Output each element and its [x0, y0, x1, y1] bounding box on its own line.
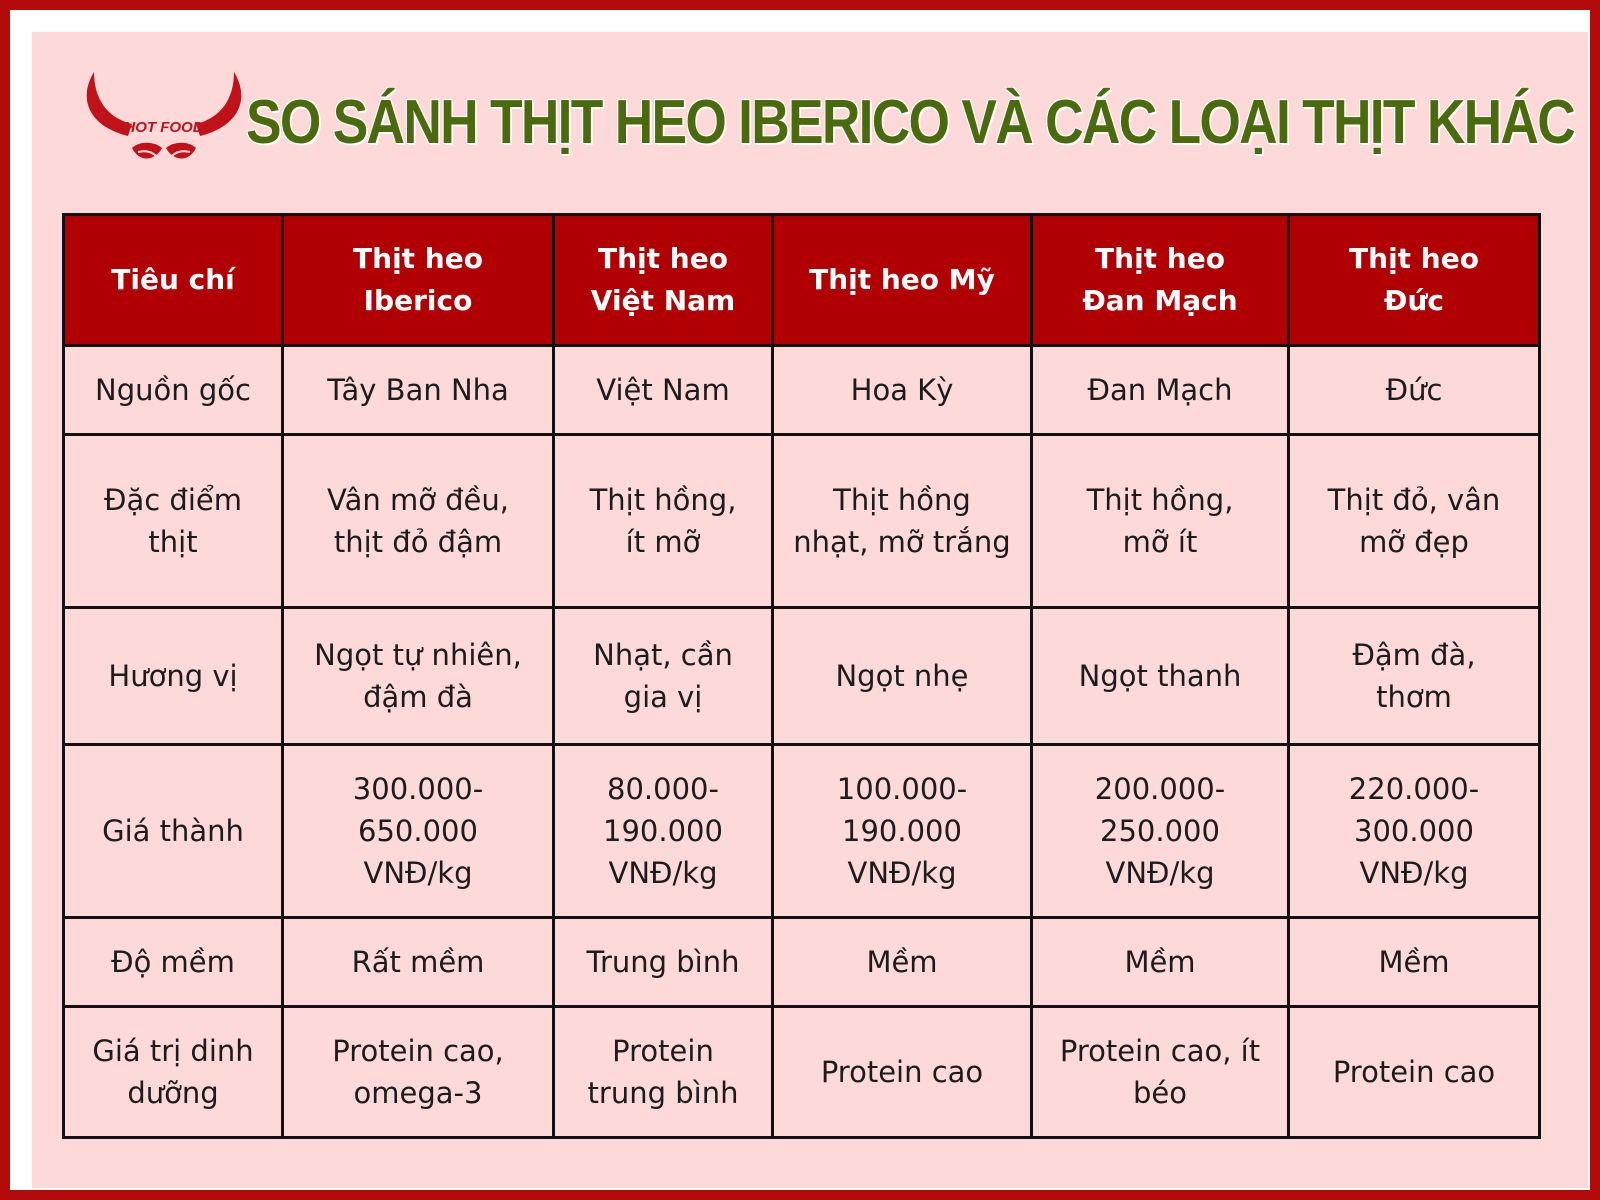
table-cell: Nhạt, cần gia vị [554, 608, 773, 745]
table-cell: Độ mềm [64, 918, 283, 1007]
table-cell: Trung bình [554, 918, 773, 1007]
header-criteria: Tiêu chí [64, 215, 283, 346]
header-iberico: Thịt heo Iberico [283, 215, 554, 346]
table-cell: Protein cao, omega-3 [283, 1007, 554, 1138]
header-usa: Thịt heo Mỹ [773, 215, 1032, 346]
table-cell: Đậm đà, thơm [1289, 608, 1540, 745]
table-cell: Ngọt nhẹ [773, 608, 1032, 745]
table-cell: Hương vị [64, 608, 283, 745]
table-cell: Nguồn gốc [64, 346, 283, 435]
table-cell: Vân mỡ đều, thịt đỏ đậm [283, 435, 554, 608]
table-cell: Rất mềm [283, 918, 554, 1007]
table-cell: Việt Nam [554, 346, 773, 435]
table-row-nutrition [64, 1007, 1540, 1138]
table-cell: Ngọt tự nhiên, đậm đà [283, 608, 554, 745]
table-row-price [64, 745, 1540, 918]
page-title: SO SÁNH THỊT HEO IBERICO VÀ CÁC LOẠI THỊT KHÁC [246, 87, 1574, 157]
header-denmark: Thịt heo Đan Mạch [1032, 215, 1289, 346]
table-cell: Mềm [1289, 918, 1540, 1007]
table-cell: Protein cao [1289, 1007, 1540, 1138]
header-germany: Thịt heo Đức [1289, 215, 1540, 346]
header-vietnam: Thịt heo Việt Nam [554, 215, 773, 346]
table-cell: Hoa Kỳ [773, 346, 1032, 435]
table-cell: Thịt hồng nhạt, mỡ trắng [773, 435, 1032, 608]
hotfood-logo [80, 68, 260, 176]
table-cell: 300.000- 650.000 VNĐ/kg [283, 745, 554, 918]
table-cell: Giá trị dinh dưỡng [64, 1007, 283, 1138]
table-cell: Đức [1289, 346, 1540, 435]
table-row-tenderness [64, 918, 1540, 1007]
table-cell: Thịt hồng, ít mỡ [554, 435, 773, 608]
table-cell: Mềm [1032, 918, 1289, 1007]
table-cell: Protein cao [773, 1007, 1032, 1138]
table-cell: 200.000- 250.000 VNĐ/kg [1032, 745, 1289, 918]
table-row-flavor [64, 608, 1540, 745]
table-cell: Thịt hồng, mỡ ít [1032, 435, 1289, 608]
table-header-row [64, 215, 1540, 346]
table-cell: Đan Mạch [1032, 346, 1289, 435]
table-cell: Ngọt thanh [1032, 608, 1289, 745]
table-cell: Tây Ban Nha [283, 346, 554, 435]
table-cell: Mềm [773, 918, 1032, 1007]
table-cell: Thịt đỏ, vân mỡ đẹp [1289, 435, 1540, 608]
table-cell: Đặc điểm thịt [64, 435, 283, 608]
table-cell: 220.000- 300.000 VNĐ/kg [1289, 745, 1540, 918]
table-cell: 100.000- 190.000 VNĐ/kg [773, 745, 1032, 918]
comparison-table [62, 213, 1541, 1139]
table-cell: Giá thành [64, 745, 283, 918]
table-cell: Protein cao, ít béo [1032, 1007, 1289, 1138]
table-row-origin [64, 346, 1540, 435]
table-cell: 80.000- 190.000 VNĐ/kg [554, 745, 773, 918]
logo-text: HOT FOOD [124, 119, 204, 136]
table-cell: Protein trung bình [554, 1007, 773, 1138]
table-row-meat-characteristics [64, 435, 1540, 608]
